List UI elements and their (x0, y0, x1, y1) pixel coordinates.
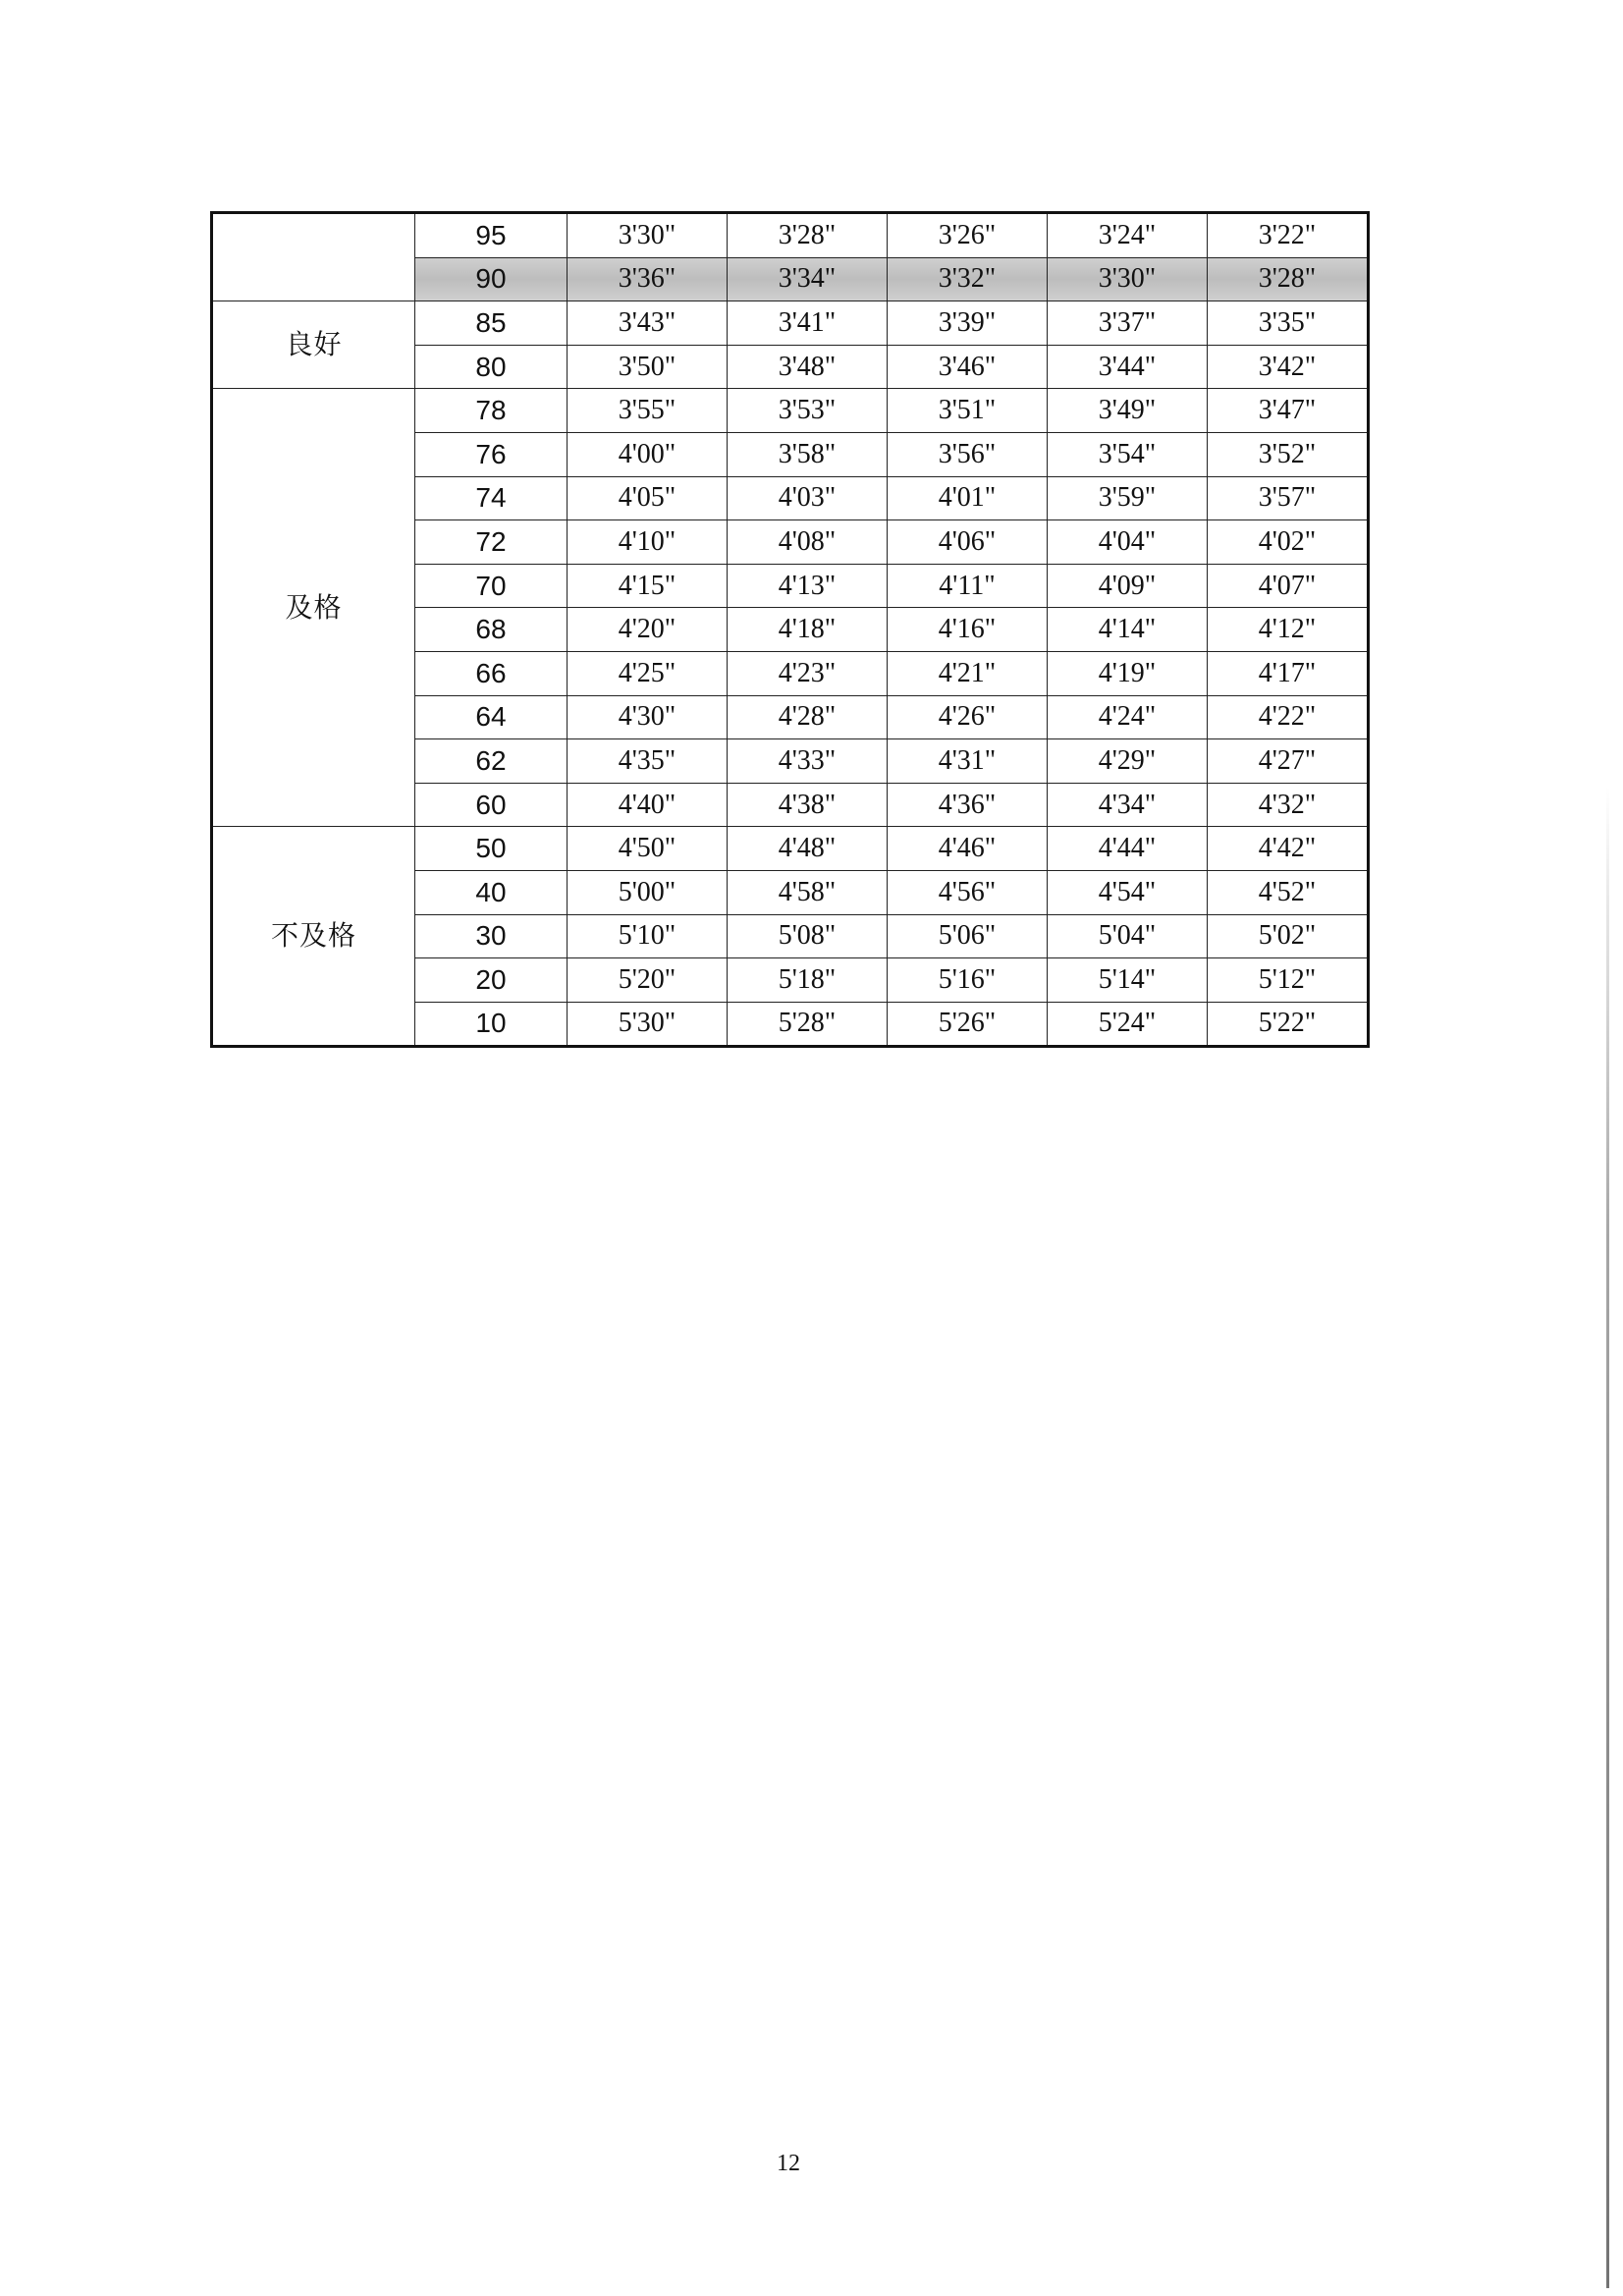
time-cell: 5'06" (888, 914, 1048, 958)
time-cell: 4'28" (728, 695, 888, 739)
score-cell: 20 (415, 958, 568, 1003)
table-row (212, 827, 1369, 871)
time-cell: 3'34" (728, 257, 888, 301)
time-cell: 5'24" (1048, 1002, 1208, 1047)
time-cell: 3'51" (888, 389, 1048, 433)
time-cell: 4'52" (1208, 870, 1369, 914)
score-cell: 40 (415, 870, 568, 914)
time-cell: 3'30" (1048, 257, 1208, 301)
score-cell: 85 (415, 301, 568, 346)
time-cell: 3'37" (1048, 301, 1208, 346)
time-cell: 3'35" (1208, 301, 1369, 346)
score-table (210, 211, 1370, 1048)
score-cell: 76 (415, 432, 568, 476)
table-row (212, 301, 1369, 346)
time-cell: 4'14" (1048, 608, 1208, 652)
time-cell: 4'04" (1048, 520, 1208, 565)
time-cell: 3'42" (1208, 345, 1369, 389)
time-cell: 3'44" (1048, 345, 1208, 389)
time-cell: 4'05" (568, 476, 728, 520)
time-cell: 4'40" (568, 783, 728, 827)
time-cell: 5'00" (568, 870, 728, 914)
score-cell: 64 (415, 695, 568, 739)
time-cell: 4'21" (888, 651, 1048, 695)
score-cell: 68 (415, 608, 568, 652)
time-cell: 4'02" (1208, 520, 1369, 565)
time-cell: 4'24" (1048, 695, 1208, 739)
time-cell: 4'06" (888, 520, 1048, 565)
page-number: 12 (777, 2151, 800, 2176)
time-cell: 5'02" (1208, 914, 1369, 958)
score-cell: 66 (415, 651, 568, 695)
time-cell: 4'10" (568, 520, 728, 565)
time-cell: 5'14" (1048, 958, 1208, 1003)
time-cell: 4'44" (1048, 827, 1208, 871)
time-cell: 4'38" (728, 783, 888, 827)
time-cell: 4'26" (888, 695, 1048, 739)
time-cell: 3'41" (728, 301, 888, 346)
time-cell: 3'22" (1208, 213, 1369, 258)
time-cell: 4'08" (728, 520, 888, 565)
time-cell: 4'36" (888, 783, 1048, 827)
time-cell: 4'35" (568, 739, 728, 784)
time-cell: 4'54" (1048, 870, 1208, 914)
score-cell: 95 (415, 213, 568, 258)
time-cell: 4'42" (1208, 827, 1369, 871)
time-cell: 4'29" (1048, 739, 1208, 784)
time-cell: 4'07" (1208, 564, 1369, 608)
time-cell: 5'08" (728, 914, 888, 958)
time-cell: 4'16" (888, 608, 1048, 652)
table-row (212, 389, 1369, 433)
time-cell: 4'13" (728, 564, 888, 608)
time-cell: 3'26" (888, 213, 1048, 258)
time-cell: 4'27" (1208, 739, 1369, 784)
time-cell: 5'28" (728, 1002, 888, 1047)
time-cell: 4'09" (1048, 564, 1208, 608)
score-cell: 78 (415, 389, 568, 433)
time-cell: 3'49" (1048, 389, 1208, 433)
level-cell-continued (212, 213, 415, 301)
time-cell: 3'50" (568, 345, 728, 389)
time-cell: 3'56" (888, 432, 1048, 476)
time-cell: 3'30" (568, 213, 728, 258)
time-cell: 4'19" (1048, 651, 1208, 695)
time-cell: 5'22" (1208, 1002, 1369, 1047)
score-cell: 10 (415, 1002, 568, 1047)
time-cell: 4'46" (888, 827, 1048, 871)
time-cell: 3'54" (1048, 432, 1208, 476)
time-cell: 4'22" (1208, 695, 1369, 739)
time-cell: 4'17" (1208, 651, 1369, 695)
time-cell: 5'16" (888, 958, 1048, 1003)
time-cell: 4'18" (728, 608, 888, 652)
time-cell: 3'24" (1048, 213, 1208, 258)
time-cell: 4'00" (568, 432, 728, 476)
time-cell: 3'55" (568, 389, 728, 433)
time-cell: 3'43" (568, 301, 728, 346)
time-cell: 4'48" (728, 827, 888, 871)
time-cell: 4'11" (888, 564, 1048, 608)
time-cell: 5'20" (568, 958, 728, 1003)
time-cell: 5'10" (568, 914, 728, 958)
time-cell: 3'39" (888, 301, 1048, 346)
time-cell: 3'48" (728, 345, 888, 389)
time-cell: 5'26" (888, 1002, 1048, 1047)
time-cell: 5'18" (728, 958, 888, 1003)
time-cell: 4'33" (728, 739, 888, 784)
time-cell: 4'50" (568, 827, 728, 871)
score-cell: 60 (415, 783, 568, 827)
time-cell: 4'23" (728, 651, 888, 695)
time-cell: 4'30" (568, 695, 728, 739)
time-cell: 3'28" (728, 213, 888, 258)
score-cell: 72 (415, 520, 568, 565)
time-cell: 3'53" (728, 389, 888, 433)
level-cell-pass: 及格 (212, 389, 415, 827)
time-cell: 3'28" (1208, 257, 1369, 301)
time-cell: 3'32" (888, 257, 1048, 301)
time-cell: 4'12" (1208, 608, 1369, 652)
score-cell: 50 (415, 827, 568, 871)
time-cell: 4'25" (568, 651, 728, 695)
time-cell: 4'20" (568, 608, 728, 652)
time-cell: 4'01" (888, 476, 1048, 520)
time-cell: 3'36" (568, 257, 728, 301)
time-cell: 3'58" (728, 432, 888, 476)
time-cell: 5'30" (568, 1002, 728, 1047)
time-cell: 3'59" (1048, 476, 1208, 520)
time-cell: 4'56" (888, 870, 1048, 914)
scan-edge-shadow (1606, 786, 1609, 2288)
time-cell: 5'04" (1048, 914, 1208, 958)
score-cell: 74 (415, 476, 568, 520)
time-cell: 4'31" (888, 739, 1048, 784)
score-cell: 80 (415, 345, 568, 389)
time-cell: 3'46" (888, 345, 1048, 389)
time-cell: 4'03" (728, 476, 888, 520)
time-cell: 4'15" (568, 564, 728, 608)
time-cell: 5'12" (1208, 958, 1369, 1003)
score-cell: 62 (415, 739, 568, 784)
table-row (212, 213, 1369, 258)
score-cell: 30 (415, 914, 568, 958)
time-cell: 3'57" (1208, 476, 1369, 520)
time-cell: 4'34" (1048, 783, 1208, 827)
level-cell-fail: 不及格 (212, 827, 415, 1047)
time-cell: 4'58" (728, 870, 888, 914)
time-cell: 3'47" (1208, 389, 1369, 433)
time-cell: 3'52" (1208, 432, 1369, 476)
score-cell: 90 (415, 257, 568, 301)
time-cell: 4'32" (1208, 783, 1369, 827)
score-cell: 70 (415, 564, 568, 608)
level-cell-good: 良好 (212, 301, 415, 389)
